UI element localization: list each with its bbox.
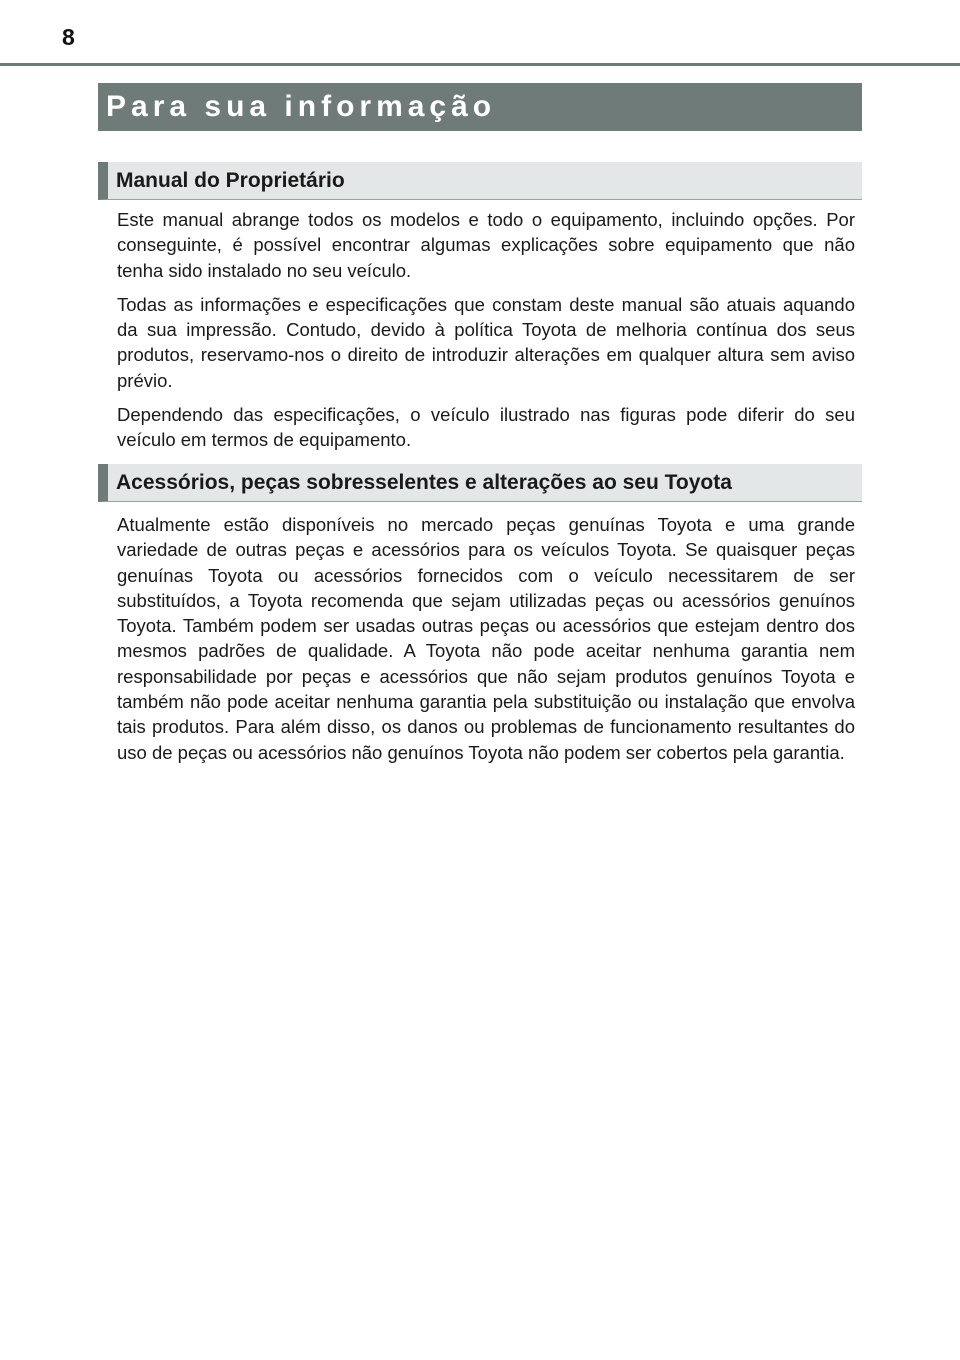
paragraph: Dependendo das especificações, o veículo ilustrado nas figuras pode diferir do seu veículo em termos de equipamento. [117,404,855,451]
chapter-title: Para sua informação [106,90,497,123]
page-number: 8 [62,24,75,50]
section-body-owners-manual [117,207,855,462]
chapter-title-banner [98,83,862,131]
section-heading-owners-manual [98,162,862,200]
section-heading-text: Acessórios, peças sobresselentes e alterações ao seu Toyota [116,470,732,494]
section-body-accessories [117,512,855,774]
section-heading-text: Manual do Proprietário [116,168,345,192]
paragraph: Este manual abrange todos os modelos e todo o equipamento, incluindo opções. Por conseguinte, é possível encontrar algumas explicações sobre equipamento que não tenha sido instalado no seu veículo. [117,209,855,281]
paragraph: Atualmente estão disponíveis no mercado peças genuínas Toyota e uma grande variedade de outras peças e acessórios para os veículos Toyota. Se quaisquer peças genuínas Toyota ou acessórios fornecidos com o veículo necessitarem de ser substituídos, a Toyota recomenda que sejam utilizadas peças ou acessórios genuínos Toyota. Também podem ser usadas outras peças ou acessórios que estejam dentro dos mesmos padrões de qualidade. A Toyota não pode aceitar nenhuma garantia nem responsabilidade por peças e acessórios que não sejam produtos genuínos Toyota e também não pode aceitar nenhuma garantia pela substituição ou instalação que envolva tais produtos. Para além disso, os danos ou problemas de funcionamento resultantes do uso de peças ou acessórios não genuínos Toyota não podem ser cobertos pela garantia. [117,514,855,763]
header-rule [0,63,960,66]
section-heading-accessories [98,464,862,502]
paragraph: Todas as informações e especificações que constam deste manual são atuais aquando da sua impressão. Contudo, devido à política Toyota de melhoria contínua dos seus produtos, reservamo-nos o direito de introduzir alterações em qualquer altura sem aviso prévio. [117,293,855,391]
